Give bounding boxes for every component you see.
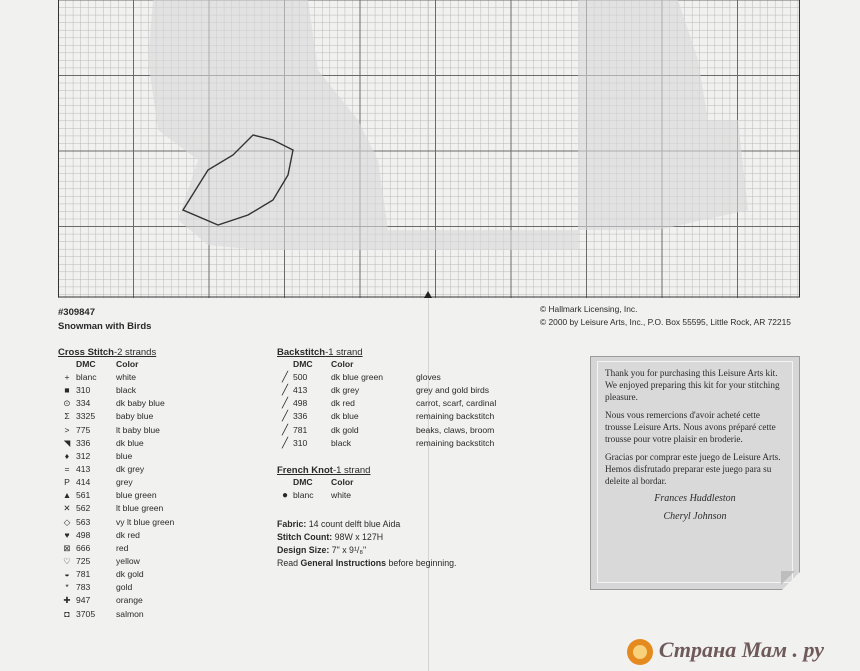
stitch-symbol-icon: + [64,372,70,382]
dmc-number: 498 [293,398,308,409]
backstitch-use: remaining backstitch [416,437,495,448]
instructions-line: Read General Instructions before beginning. [277,558,457,568]
cross-stitch-row [58,371,200,384]
thank-you-note-inner [597,361,793,583]
dmc-number: 498 [76,529,91,540]
dmc-number: 312 [76,450,91,461]
dmc-number: 947 [76,595,91,606]
cross-stitch-row [58,608,200,621]
cross-stitch-row [58,502,200,515]
cross-stitch-row [58,463,200,476]
backstitch-line-icon: ╱ [281,385,289,397]
dmc-number: 336 [76,437,91,448]
cross-stitch-row [58,555,200,568]
color-name: lt blue green [116,503,164,514]
dmc-number: 500 [293,372,308,382]
backstitch-line-icon: ╱ [281,411,289,423]
dmc-number: 562 [76,503,91,514]
backstitch-row [277,384,496,397]
stitch-symbol-icon: P [64,477,70,488]
dmc-number: 413 [76,463,91,474]
dmc-number: 563 [76,516,91,527]
color-name: black [116,385,137,396]
backstitch-row [277,397,496,410]
cross-stitch-header: DMC Color [76,359,139,369]
color-name: baby blue [116,411,154,422]
color-name: dk gold [331,424,359,435]
dmc-number: 783 [76,582,91,593]
dmc-number: blanc [76,372,97,382]
cross-stitch-row [58,424,200,437]
color-name: dk blue [331,411,359,422]
cross-stitch-row [58,397,200,410]
copyright-hallmark: © Hallmark Licensing, Inc. [540,304,638,314]
dmc-number: 666 [76,542,91,553]
backstitch-header: DMC Color [293,359,354,369]
backstitch-line-icon: ╱ [281,437,289,449]
backstitch-use: gloves [416,372,441,382]
fabric-details [277,518,456,570]
backstitch-row [277,424,496,437]
pattern-number: #309847 [58,307,95,318]
cross-stitch-row [58,529,200,542]
backstitch-row [277,410,496,423]
color-name: white [116,372,137,382]
cross-stitch-row [58,476,200,489]
color-name: vy lt blue green [116,516,175,527]
color-name: orange [116,595,143,606]
pattern-title: Snowman with Birds [58,321,152,332]
backstitch-line-icon: ╱ [281,424,289,436]
stitch-count-line: Stitch Count: 98W x 127H [277,532,384,542]
stitch-symbol-icon: ♦ [64,450,70,461]
cross-stitch-title: Cross Stitch-2 strands [58,347,157,358]
stitch-symbol-icon: ✚ [63,595,71,606]
dmc-number: 336 [293,411,308,422]
fabric-line: Fabric: 14 count delft blue Aida [277,519,401,529]
backstitch-row [277,437,496,450]
page-curl-icon [782,572,800,590]
color-name: red [116,542,129,553]
watermark-logo-icon [627,639,653,665]
signature-cheryl: Cheryl Johnson [663,511,727,522]
backstitch-use: remaining backstitch [416,411,495,422]
color-name: dk gold [116,569,144,580]
backstitch-key [277,347,496,450]
stitch-symbol-icon: ⊠ [63,542,71,553]
stitch-symbol-icon: ◥ [63,437,71,448]
dmc-number: 3705 [76,608,96,619]
dmc-number: 775 [76,424,91,435]
stitch-symbol-icon: ✕ [63,503,71,514]
cross-stitch-row [58,581,200,594]
stitch-symbol-icon: = [64,463,70,474]
signature-frances: Frances Huddleston [654,493,736,504]
color-name: lt baby blue [116,424,160,435]
backstitch-use: carrot, scarf, cardinal [416,398,497,409]
color-name: dk red [116,529,140,540]
dmc-number: 725 [76,555,91,566]
cross-stitch-row [58,450,200,463]
dmc-number: 334 [76,398,91,409]
cross-stitch-row [58,516,200,529]
site-watermark: Страна Мам . ру [627,637,824,665]
color-name: dk blue [116,437,144,448]
french-knot-key [277,465,415,502]
cross-stitch-chart [58,0,800,298]
color-name: gold [116,582,133,593]
cross-stitch-row [58,410,200,423]
color-name: dk grey [331,385,360,396]
stitch-symbol-icon: ♡ [63,555,71,566]
design-size-line: Design Size: 7" x 9¹/₈" [277,545,367,555]
color-name: black [331,437,352,448]
color-name: dk baby blue [116,398,165,409]
stitch-symbol-icon: > [64,424,70,435]
dmc-number: 310 [76,385,91,396]
backstitch-use: beaks, claws, broom [416,424,495,435]
thank-you-french: Nous vous remercions d'avoir acheté cette trousse Leisure Arts. Nous avons préparé cette trousse pour votre plaisir en broderie. [605,410,776,444]
color-name: dk blue green [331,372,384,382]
backstitch-title: Backstitch-1 strand [277,347,363,358]
cross-stitch-row [58,437,200,450]
french-knot-header: DMC Color [293,477,354,487]
chart-grid [58,0,800,298]
dmc-number: 561 [76,490,91,501]
copyright-leisure-arts: © 2000 by Leisure Arts, Inc., P.O. Box 55595, Little Rock, AR 72215 [540,317,791,327]
color-name: blue green [116,490,157,501]
dmc-number: 781 [293,424,308,435]
thank-you-spanish: Gracias por comprar este juego de Leisure Arts. Hemos disfrutado preparar este juego para su deleite al bordar. [605,452,781,486]
cross-stitch-key [58,347,200,621]
thank-you-english: Thank you for purchasing this Leisure Arts kit. We enjoyed preparing this kit for your stitching pleasure. [605,368,780,402]
stitch-symbol-icon: ◘ [64,608,70,619]
stitch-symbol-icon: ⊙ [63,398,71,409]
thank-you-note [590,356,800,590]
color-name: blue [116,450,133,461]
color-name: dk red [331,398,355,409]
backstitch-use: grey and gold birds [416,385,490,396]
backstitch-line-icon: ╱ [281,398,289,410]
dmc-number: 414 [76,477,91,488]
backstitch-row [277,371,496,384]
cross-stitch-row [58,489,200,502]
backstitch-line-icon: ╱ [281,372,289,383]
dmc-number: 3325 [76,411,96,422]
cross-stitch-row [58,594,200,607]
cross-stitch-row [58,542,200,555]
french-knot-row: ● blanc white [281,490,352,501]
stitch-symbol-icon: ■ [64,385,70,396]
stitch-symbol-icon: ◒ [64,569,70,580]
color-name: salmon [116,608,144,619]
color-name: grey [116,477,133,488]
chart-motif-shading [148,0,578,250]
french-knot-title: French Knot-1 strand [277,465,371,476]
dmc-number: 781 [76,569,91,580]
stitch-symbol-icon: * [65,582,69,593]
dmc-number: 310 [293,437,308,448]
stitch-symbol-icon: Σ [64,411,70,422]
cross-stitch-row [58,568,200,581]
stitch-symbol-icon: ◇ [63,516,71,527]
stitch-symbol-icon: ▲ [62,490,72,501]
dmc-number: 413 [293,385,308,396]
cross-stitch-row [58,384,200,397]
stitch-symbol-icon: ♥ [64,529,70,540]
color-name: dk grey [116,463,145,474]
color-name: yellow [116,555,140,566]
